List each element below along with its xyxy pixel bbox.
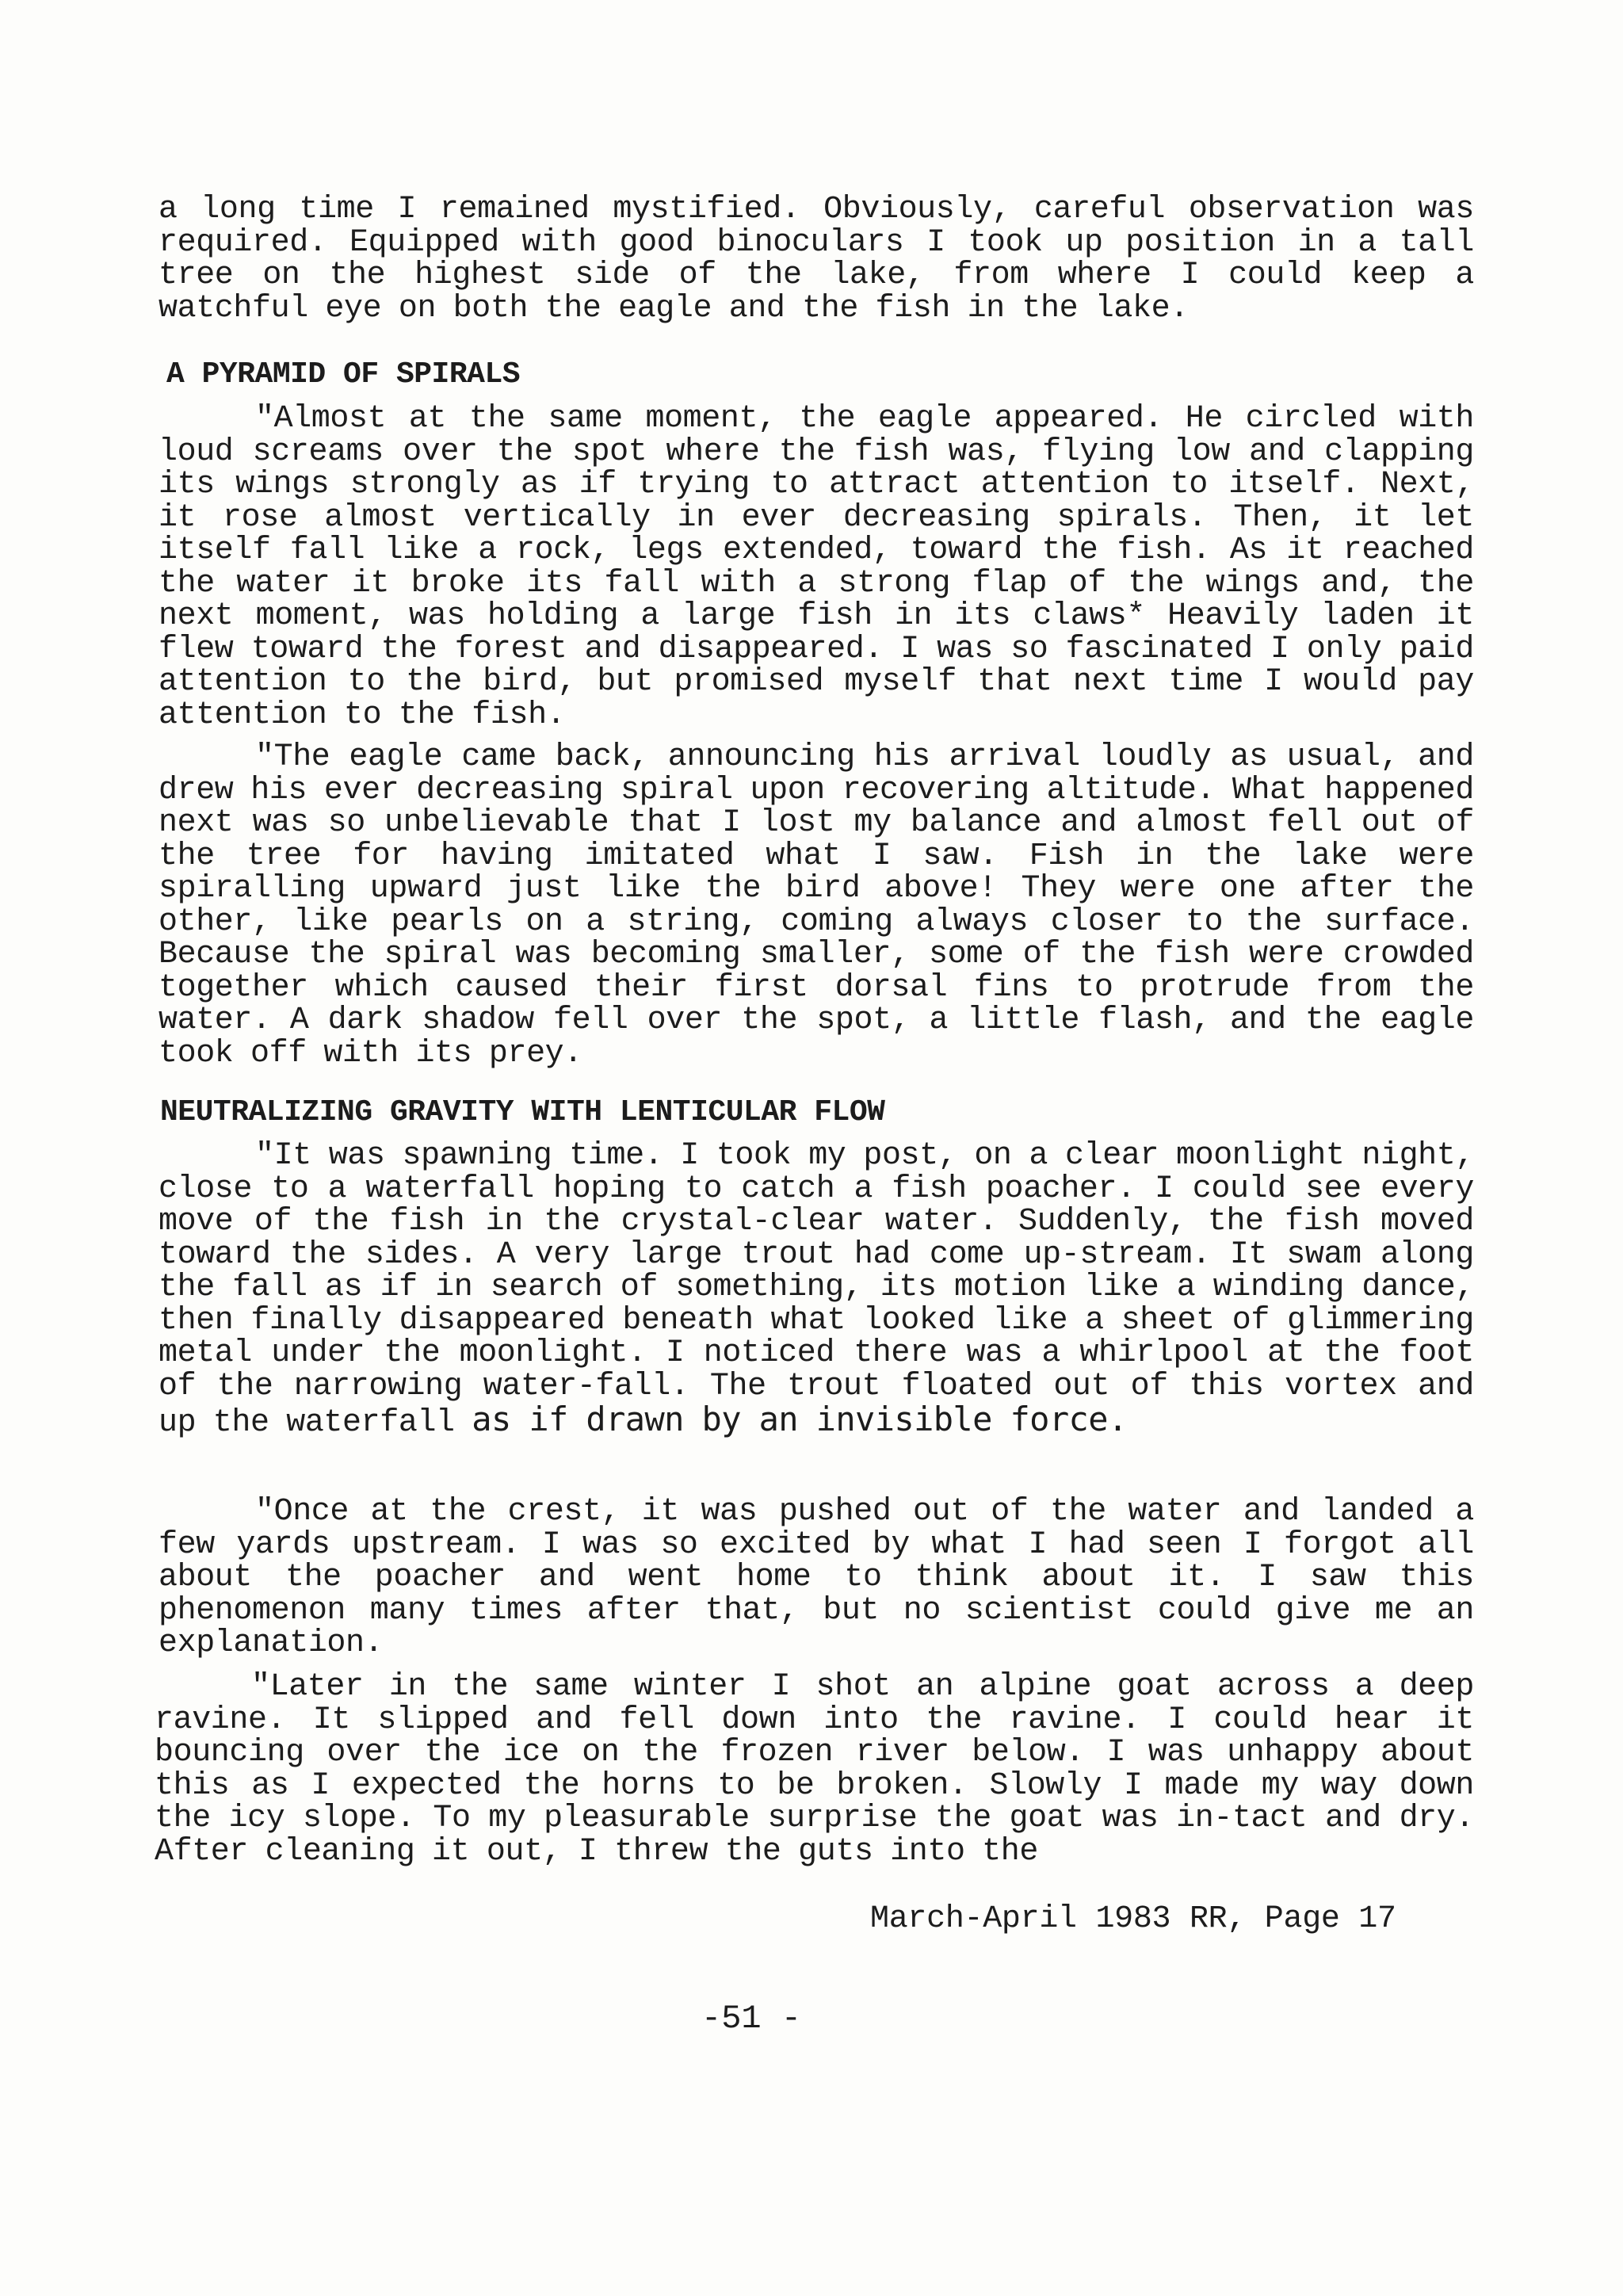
paragraph-text (158, 1140, 1474, 1440)
paragraph-text (155, 1671, 1474, 1868)
paragraph-4 (158, 1140, 1474, 1440)
paragraph-6 (155, 1671, 1474, 1868)
paragraph-text (158, 1496, 1474, 1660)
paragraph-last-line: as if drawn by an invisible force. (472, 1400, 1128, 1438)
paragraph-1 (158, 193, 1474, 325)
section-heading-pyramid: A PYRAMID OF SPIRALS (166, 357, 521, 392)
paragraph-3 (158, 741, 1474, 1070)
paragraph-body: "Later in the same winter I shot an alpine goat across a deep ravine. It slipped and fell down into the ravine. I could hear it bouncing over the ice on the frozen river below. I was unhappy about this as I expected the horns to be broken. Slowly I made my way down the icy slope. To my pleasurable surprise the goat was in-tact and dry. After cleaning it out, I threw the guts into the (155, 1669, 1474, 1870)
section-heading-neutralizing: NEUTRALIZING GRAVITY WITH LENTICULAR FLOW (160, 1095, 885, 1129)
paragraph-5 (158, 1496, 1474, 1660)
paragraph-text (158, 741, 1474, 1070)
paragraph-text (158, 403, 1474, 732)
paragraph-body: "The eagle came back, announcing his arrival loudly as usual, and drew his ever decreasing spiral upon recovering altitude. What happened next was so unbelievable that I lost my balance and almost fell out of the tree for having imitated what I saw. Fish in the lake were spiralling upward just like the bird above! They were one after the other, like pearls on a string, coming always closer to the surface. Because the spiral was becoming smaller, some of the fish were crowded together which caused their first dorsal fins to protrude from the water. A dark shadow fell over the spot, a little flash, and the eagle took off with its prey. (158, 739, 1474, 1072)
paragraph-text: a long time I remained mystified. Obviously, careful observation was required. Equipped with good binoculars I took up position in a tall tree on the highest side of the lake, from where I could keep a watchful eye on both the eagle and the fish in the lake. (158, 192, 1474, 327)
paragraph-2 (158, 403, 1474, 732)
paragraph-body: "It was spawning time. I took my post, on a clear moonlight night, close to a waterfall hoping to catch a fish poacher. I could see every move of the fish in the crystal-clear water. Suddenly, the fish moved toward the sides. A very large trout had come up-stream. It swam along the fall as if in search of something, its motion like a winding dance, then finally disappeared beneath what looked like a sheet of glimmering metal under the moonlight. I noticed there was a whirlpool at the foot of the narrowing water-fall. The trout floated out of this vortex and up the waterfall (158, 1138, 1474, 1441)
footer-reference: March-April 1983 RR, Page 17 (870, 1901, 1396, 1937)
paragraph-body: "Once at the crest, it was pushed out of the water and landed a few yards upstream. I was so excited by what I had seen I forgot all about the poacher and went home to think about it. I saw this phenomenon many times after that, but no scientist could give me an explanation. (158, 1494, 1474, 1661)
paragraph-body: "Almost at the same moment, the eagle appeared. He circled with loud screams over the spot where the fish was, flying low and clapping its wings strongly as if trying to attract attention to itself. Next, it rose almost vertically in ever decreasing spirals. Then, it let itself fall like a rock, legs extended, toward the fish. As it reached the water it broke its fall with a strong flap of the wings and, the next moment, was holding a large fish in its claws* Heavily laden it flew toward the forest and disappeared. I was so fascinated I only paid attention to the bird, but promised myself that next time I would pay attention to the fish. (158, 401, 1474, 733)
page-number: -51 - (701, 2000, 802, 2038)
